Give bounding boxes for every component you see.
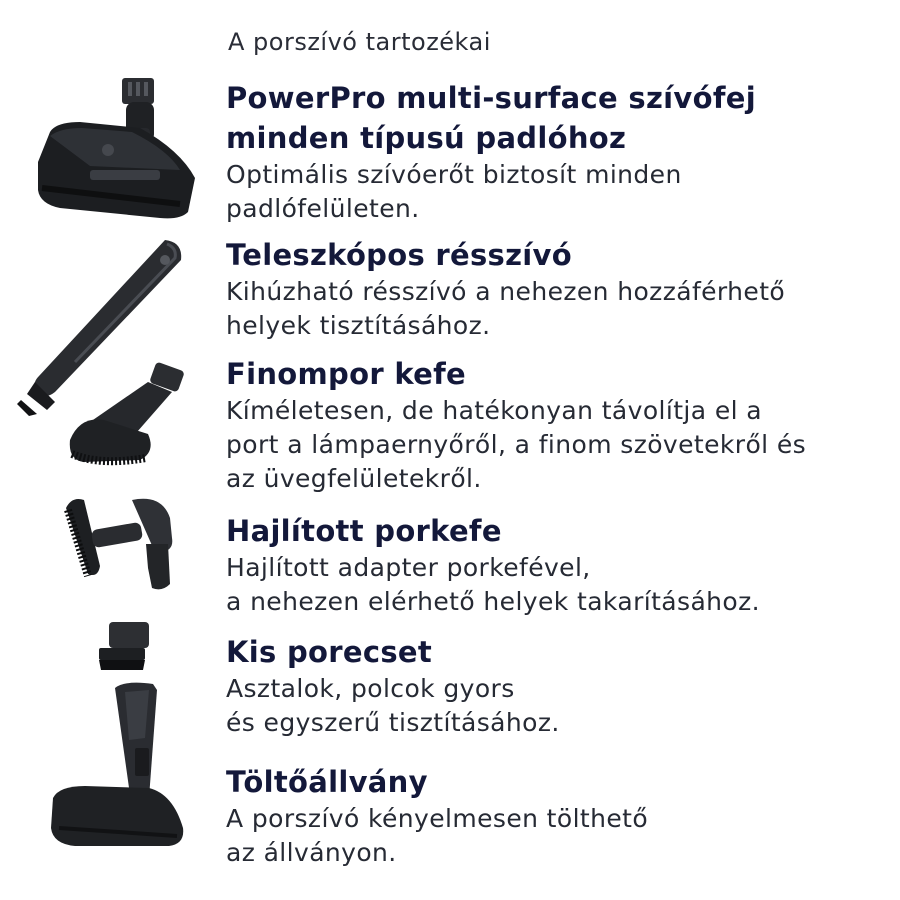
accessory-item-crevice-tool <box>226 235 866 343</box>
item-title: Kis porecset <box>226 635 433 669</box>
item-description: Kihúzható résszívó a nehezen hozzáférhető helyek tisztításához. <box>226 277 786 340</box>
charging-stand-icon <box>45 678 190 853</box>
item-title: Teleszkópos résszívó <box>226 238 572 272</box>
accessory-item-floor-nozzle <box>226 78 866 226</box>
small-brush-icon <box>95 618 155 673</box>
angled-brush-icon <box>62 488 182 593</box>
item-description: Kíméletesen, de hatékonyan távolítja el a port a lámpaernyőről, a finom szövetekről és az üvegfelületekről. <box>226 396 807 493</box>
item-title: Finompor kefe <box>226 357 466 391</box>
page-title: A porszívó tartozékai <box>228 28 491 56</box>
item-description: A porszívó kényelmesen tölthető az állványon. <box>226 804 649 867</box>
dusting-brush-icon <box>60 362 190 467</box>
item-title: PowerPro multi-surface szívófej minden típusú padlóhoz <box>226 81 756 155</box>
floor-nozzle-icon <box>30 70 205 230</box>
accessory-item-small-brush <box>226 632 866 740</box>
item-title: Töltőállvány <box>226 765 428 799</box>
item-description: Asztalok, polcok gyors és egyszerű tisztításához. <box>226 674 560 737</box>
accessory-item-dusting-brush <box>226 354 866 496</box>
item-title: Hajlított porkefe <box>226 514 502 548</box>
accessory-item-charging-stand <box>226 762 866 870</box>
item-description: Hajlított adapter porkefével, a nehezen elérhető helyek takarításához. <box>226 553 760 616</box>
item-description: Optimális szívóerőt biztosít minden padlófelületen. <box>226 160 682 223</box>
accessory-item-angled-brush <box>226 511 866 619</box>
